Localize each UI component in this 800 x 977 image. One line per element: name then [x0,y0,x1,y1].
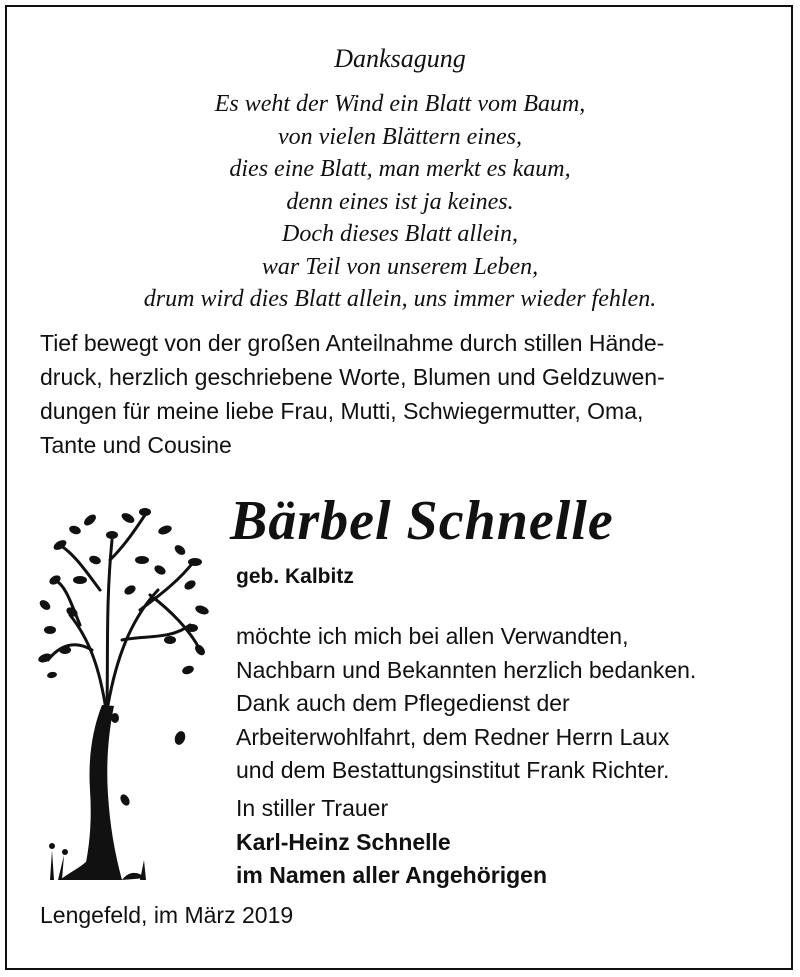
poem-line: dies eine Blatt, man merkt es kaum, [229,156,571,182]
poem-line: von vielen Blättern eines, [278,123,522,150]
notice-heading: Danksagung [334,44,466,73]
intro-line: Tief bewegt von der großen Anteilnahme durch stillen Hände- [40,330,665,356]
thanks-line: Dank auch dem Pflegedienst der [236,690,570,716]
thanks-line: Nachbarn und Bekannten herzlich bedanken. [236,656,697,683]
tree-icon [30,500,220,880]
thanks-paragraph [236,620,776,788]
intro-paragraph [40,326,760,462]
thanks-line: Arbeiterwohlfahrt, dem Redner Herrn Laux [236,723,670,750]
intro-line: dungen für meine liebe Frau, Mutti, Schwiegermutter, Oma, [40,398,644,424]
signature-block [236,792,776,893]
poem [0,88,800,316]
deceased-name: Bärbel Schnelle [230,490,614,552]
place-date: Lengefeld, im März 2019 [40,902,294,928]
poem-line: denn eines ist ja keines. [286,188,514,215]
poem-line: Es weht der Wind ein Blatt vom Baum, [214,91,586,117]
poem-line: Doch dieses Blatt allein, [282,221,518,247]
intro-line: druck, herzlich geschriebene Worte, Blumen und Geldzuwen- [40,364,665,390]
poem-line: war Teil von unserem Leben, [261,253,539,280]
thanks-line: möchte ich mich bei allen Verwandten, [236,623,629,649]
intro-line: Tante und Cousine [40,432,232,458]
maiden-name: geb. Kalbitz [236,565,354,588]
signature-line-mourning: In stiller Trauer [236,795,389,821]
signature-name: Karl-Heinz Schnelle [236,828,451,855]
poem-line: drum wird dies Blatt allein, uns immer wieder fehlen. [143,286,657,312]
thanks-line: und dem Bestattungsinstitut Frank Richter. [236,757,670,783]
signature-family: im Namen aller Angehörigen [236,862,547,888]
